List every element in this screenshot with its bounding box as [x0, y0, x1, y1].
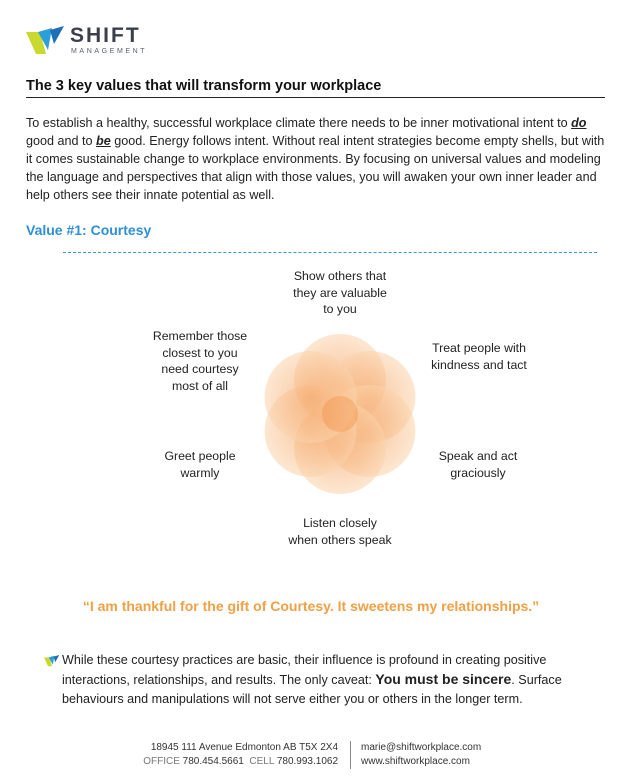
label-bottom-right-line-2: graciously	[450, 465, 506, 480]
cell-label: CELL	[249, 756, 275, 767]
label-top-left-line-4: most of all	[171, 378, 229, 393]
label-top-right-line-2: kindness and tact	[431, 357, 527, 372]
intro-text-2: good and to	[26, 134, 97, 148]
intro-text-3: good. Energy follows intent. Without real intent strategies become empty shells, but with it comes sustainable change to workplace environments. By focusing on universal values and modeling the language and perspectives that align with those values, you will awaken your own inner leader and help others see their innate potential as well.	[26, 134, 605, 202]
intro-paragraph	[26, 114, 606, 204]
intro-emphasis-be: be	[96, 134, 111, 148]
intro-emphasis-do: do	[571, 116, 587, 130]
shift-logo-icon	[26, 26, 66, 56]
footer-website[interactable]: www.shiftworkplace.com	[361, 756, 470, 767]
label-top-left	[136, 328, 264, 394]
footer-contact-right	[361, 741, 481, 769]
shift-bullet-icon	[44, 655, 60, 667]
intro-text-1: To establish a healthy, successful workplace climate there needs to be inner motivational intent to	[26, 116, 572, 130]
sincerity-note	[44, 651, 604, 709]
label-top-left-line-2: closest to you	[162, 345, 238, 360]
label-bottom-right-line-1: Speak and act	[438, 449, 518, 463]
page-title: The 3 key values that will transform your workplace	[26, 78, 382, 94]
label-top-left-line-3: need courtesy	[161, 362, 239, 376]
sincerity-emphasis: You must be sincere	[375, 671, 512, 687]
dashed-divider	[63, 252, 597, 253]
footer-email[interactable]: marie@shiftworkplace.com	[361, 742, 482, 753]
label-top-line-2: they are valuable	[293, 285, 387, 300]
courtesy-flower-diagram	[250, 324, 430, 504]
cell-phone: 780.993.1062	[276, 756, 338, 767]
footer-address: 18945 111 Avenue Edmonton AB T5X 2X4	[150, 742, 338, 753]
sincerity-text	[44, 651, 604, 709]
sincerity-text-1: While these courtesy practices are basic, their influence is profound in creating positive interactions, relationships, and results. The only caveat:	[62, 653, 547, 687]
brand-name: SHIFT	[70, 24, 141, 47]
label-bottom-line-1: Listen closely	[303, 516, 377, 530]
label-bottom-left-line-2: warmly	[180, 465, 220, 480]
title-divider	[26, 97, 605, 98]
flower-center	[322, 396, 358, 432]
footer-contact-left	[130, 741, 338, 769]
label-top-right-line-1: Treat people with	[432, 341, 526, 355]
label-top-line-3: to you	[323, 302, 357, 316]
footer-separator	[350, 741, 351, 769]
label-top-line-1: Show others that	[293, 269, 387, 283]
label-bottom-left	[140, 448, 260, 481]
company-logo	[26, 24, 156, 58]
label-bottom	[270, 515, 410, 548]
sincerity-text-2: . Surface behaviours and manipulations will not serve either you or others in the longer term.	[62, 673, 562, 706]
brand-tagline: MANAGEMENT	[71, 48, 148, 55]
label-bottom-line-2: when others speak	[288, 532, 392, 547]
value-heading: Value #1: Courtesy	[26, 222, 152, 238]
label-top	[270, 268, 410, 318]
label-bottom-left-line-1: Greet people	[164, 449, 236, 463]
label-top-left-line-1: Remember those	[152, 329, 248, 343]
label-top-right	[414, 340, 544, 373]
label-bottom-right	[418, 448, 538, 481]
courtesy-quote: “I am thankful for the gift of Courtesy. It sweetens my relationships.”	[82, 598, 540, 614]
office-label: OFFICE	[143, 756, 180, 767]
office-phone: 780.454.5661	[182, 756, 244, 767]
footer-phones	[130, 755, 338, 769]
